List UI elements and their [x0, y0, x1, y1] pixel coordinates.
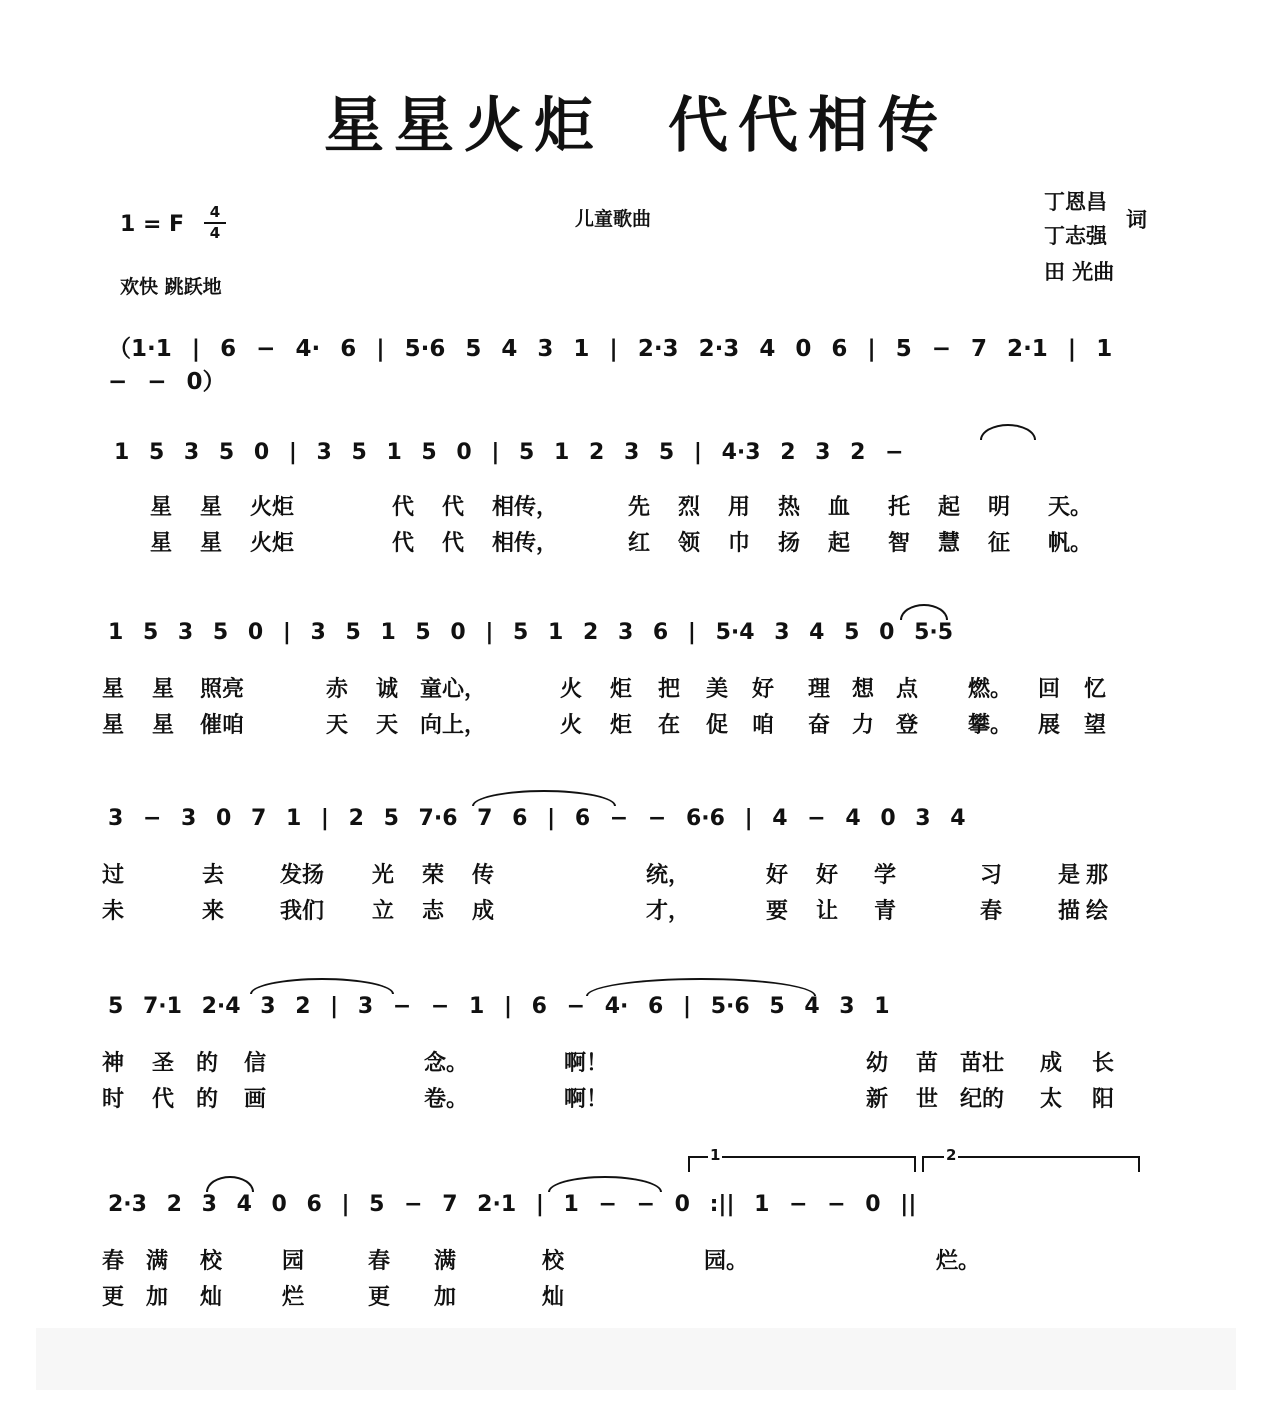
tie-mark: [586, 978, 816, 996]
time-signature: [204, 204, 226, 242]
lyric: 成: [472, 898, 495, 924]
first-ending-number: 1: [710, 1146, 721, 1164]
lyric: 巾: [728, 530, 751, 556]
lyric: 灿: [200, 1284, 223, 1310]
lyric: 青: [874, 898, 897, 924]
lyric: 苗壮: [960, 1050, 1005, 1076]
lyric: 星: [152, 712, 175, 738]
lyric: 烂。: [936, 1248, 981, 1274]
lyric: 促: [706, 712, 729, 738]
slur-mark: [548, 1176, 662, 1192]
lyric: 描: [1058, 898, 1081, 924]
lyric: 天: [326, 712, 349, 738]
lyric: 照亮: [200, 676, 245, 702]
lyric: 春: [368, 1248, 391, 1274]
lyric: 征: [988, 530, 1011, 556]
lyricist-1: 丁恩昌: [1044, 190, 1107, 214]
bottom-margin-band: [36, 1328, 1236, 1390]
lyric: 园。: [704, 1248, 749, 1274]
lyric: 学: [874, 862, 897, 888]
lyric: 灿: [542, 1284, 565, 1310]
lyric: 去: [202, 862, 225, 888]
lyric: 春: [102, 1248, 125, 1274]
lyric: 星: [150, 530, 173, 556]
lyrics-mark: 词: [1126, 208, 1147, 232]
lyric: 光: [372, 862, 395, 888]
genre-label: 儿童歌曲: [575, 208, 652, 230]
lyric: 扬: [778, 530, 801, 556]
time-signature-top: 4: [209, 203, 221, 221]
lyric: 望: [1084, 712, 1107, 738]
lyric: 要: [766, 898, 789, 924]
lyric: 星: [102, 712, 125, 738]
lyric: 向上，: [420, 712, 487, 738]
lyric: 啊！: [564, 1050, 609, 1076]
lyric: 星: [200, 530, 223, 556]
lyric: 满: [146, 1248, 169, 1274]
lyric: 攀。: [968, 712, 1013, 738]
notes-line-2: 1 5 3 5 0 | 3 5 1 5 0 | 5 1 2 3 6 | 5·4 3 4 5 0 5·5: [108, 620, 954, 645]
lyric: 园: [282, 1248, 305, 1274]
lyric: 火炬: [250, 494, 295, 520]
lyric: 诚: [376, 676, 399, 702]
lyric: 加: [434, 1284, 457, 1310]
lyric: 用: [728, 494, 751, 520]
lyric: 发扬: [280, 862, 325, 888]
lyric: 成: [1040, 1050, 1063, 1076]
composer: 田 光曲: [1044, 260, 1115, 284]
lyric: 星: [102, 676, 125, 702]
lyric: 星: [200, 494, 223, 520]
title-part-2: 代代相传: [668, 91, 948, 161]
lyric: 满: [434, 1248, 457, 1274]
lyric: 点: [896, 676, 919, 702]
lyric: 星: [150, 494, 173, 520]
lyric: 加: [146, 1284, 169, 1310]
lyric: 好: [752, 676, 775, 702]
lyric: 明: [988, 494, 1011, 520]
lyric: 智: [888, 530, 911, 556]
lyric: 咱: [752, 712, 775, 738]
lyric: 炬: [610, 676, 633, 702]
lyric: 托: [888, 494, 911, 520]
lyric: 好: [766, 862, 789, 888]
lyric: 幼: [866, 1050, 889, 1076]
lyric: 是: [1058, 862, 1081, 888]
lyric: 展: [1038, 712, 1061, 738]
lyric: 过: [102, 862, 125, 888]
lyric: 纪的: [960, 1086, 1005, 1112]
lyric: 星: [152, 676, 175, 702]
lyric: 代: [442, 530, 465, 556]
lyric: 烈: [678, 494, 701, 520]
lyric: 我们: [280, 898, 325, 924]
lyric: 帆。: [1048, 530, 1093, 556]
lyric: 领: [678, 530, 701, 556]
lyric: 燃。: [968, 676, 1013, 702]
lyric: 时: [102, 1086, 125, 1112]
lyric: 的: [196, 1050, 219, 1076]
lyric: 火炬: [250, 530, 295, 556]
lyric: 力: [852, 712, 875, 738]
lyric: 慧: [938, 530, 961, 556]
lyric: 理: [808, 676, 831, 702]
lyric: 习: [980, 862, 1003, 888]
lyric: 春: [980, 898, 1003, 924]
lyric: 念。: [424, 1050, 469, 1076]
lyric: 长: [1092, 1050, 1115, 1076]
lyric: 代: [152, 1086, 175, 1112]
lyric: 火: [560, 712, 583, 738]
slur-mark: [980, 424, 1036, 440]
lyric: 血: [828, 494, 851, 520]
notes-line-5: 2·3 2 3 4 0 6 | 5 − 7 2·1 | 1 − − 0 :|| 1 − − 0 ||: [108, 1192, 917, 1217]
lyric: 统，: [646, 862, 691, 888]
lyric: 那: [1086, 862, 1109, 888]
lyric: 绘: [1086, 898, 1109, 924]
lyric: 起: [828, 530, 851, 556]
lyric: 志: [422, 898, 445, 924]
lyric: 才，: [646, 898, 691, 924]
lyric: 先: [628, 494, 651, 520]
key-signature: 1 = F: [120, 212, 185, 237]
second-ending-number: 2: [946, 1146, 957, 1164]
notes-line-4: 5 7·1 2·4 3 2 | 3 − − 1 | 6 − 4· 6 | 5·6 5 4 3 1: [108, 994, 890, 1019]
song-title: [0, 78, 1272, 164]
lyric: 神: [102, 1050, 125, 1076]
lyric: 更: [368, 1284, 391, 1310]
lyric: 代: [392, 494, 415, 520]
slur-mark: [206, 1176, 254, 1192]
lyric: 烂: [282, 1284, 305, 1310]
lyric: 传: [472, 862, 495, 888]
slur-mark: [472, 790, 616, 806]
lyric: 起: [938, 494, 961, 520]
lyric: 世: [916, 1086, 939, 1112]
lyricist-2: 丁志强: [1044, 224, 1107, 248]
lyric: 把: [658, 676, 681, 702]
lyric: 信: [244, 1050, 267, 1076]
lyric: 未: [102, 898, 125, 924]
lyric: 代: [392, 530, 415, 556]
lyric: 回: [1038, 676, 1061, 702]
lyric: 太: [1040, 1086, 1063, 1112]
lyric: 相传，: [492, 494, 559, 520]
lyric: 苗: [916, 1050, 939, 1076]
intro-notes: （1·1 | 6 − 4· 6 | 5·6 5 4 3 1 | 2·3 2·3 4 0 6 | 5 − 7 2·1 | 1 − − 0）: [108, 336, 1113, 395]
lyric: 天。: [1048, 494, 1093, 520]
lyric: 立: [372, 898, 395, 924]
lyric: 催咱: [200, 712, 245, 738]
notes-line-1: 1 5 3 5 0 | 3 5 1 5 0 | 5 1 2 3 5 | 4·3 2 3 2 −: [114, 440, 904, 465]
lyric: 在: [658, 712, 681, 738]
lyric: 新: [866, 1086, 889, 1112]
lyric: 画: [244, 1086, 267, 1112]
lyric: 卷。: [424, 1086, 469, 1112]
lyric: 奋: [808, 712, 831, 738]
lyric: 相传，: [492, 530, 559, 556]
lyric: 阳: [1092, 1086, 1115, 1112]
lyric: 让: [816, 898, 839, 924]
notes-line-3: 3 − 3 0 7 1 | 2 5 7·6 7 6 | 6 − − 6·6 | 4 − 4 0 3 4: [108, 806, 966, 831]
lyric: 更: [102, 1284, 125, 1310]
lyric: 炬: [610, 712, 633, 738]
lyric: 想: [852, 676, 875, 702]
slur-mark: [900, 604, 948, 620]
lyric: 红: [628, 530, 651, 556]
lyric: 啊！: [564, 1086, 609, 1112]
title-part-1: 星星火炬: [324, 91, 604, 161]
lyric: 圣: [152, 1050, 175, 1076]
slur-mark: [250, 978, 394, 994]
lyric: 忆: [1084, 676, 1107, 702]
lyric: 校: [200, 1248, 223, 1274]
time-signature-bottom: 4: [209, 224, 221, 242]
lyric: 登: [896, 712, 919, 738]
lyric: 来: [202, 898, 225, 924]
lyric: 代: [442, 494, 465, 520]
lyric: 天: [376, 712, 399, 738]
lyric: 荣: [422, 862, 445, 888]
lyric: 赤: [326, 676, 349, 702]
lyric: 好: [816, 862, 839, 888]
lyric: 校: [542, 1248, 565, 1274]
lyric: 的: [196, 1086, 219, 1112]
lyric: 热: [778, 494, 801, 520]
tempo-marking: 欢快 跳跃地: [120, 276, 222, 298]
lyric: 童心，: [420, 676, 487, 702]
lyric: 美: [706, 676, 729, 702]
lyric: 火: [560, 676, 583, 702]
